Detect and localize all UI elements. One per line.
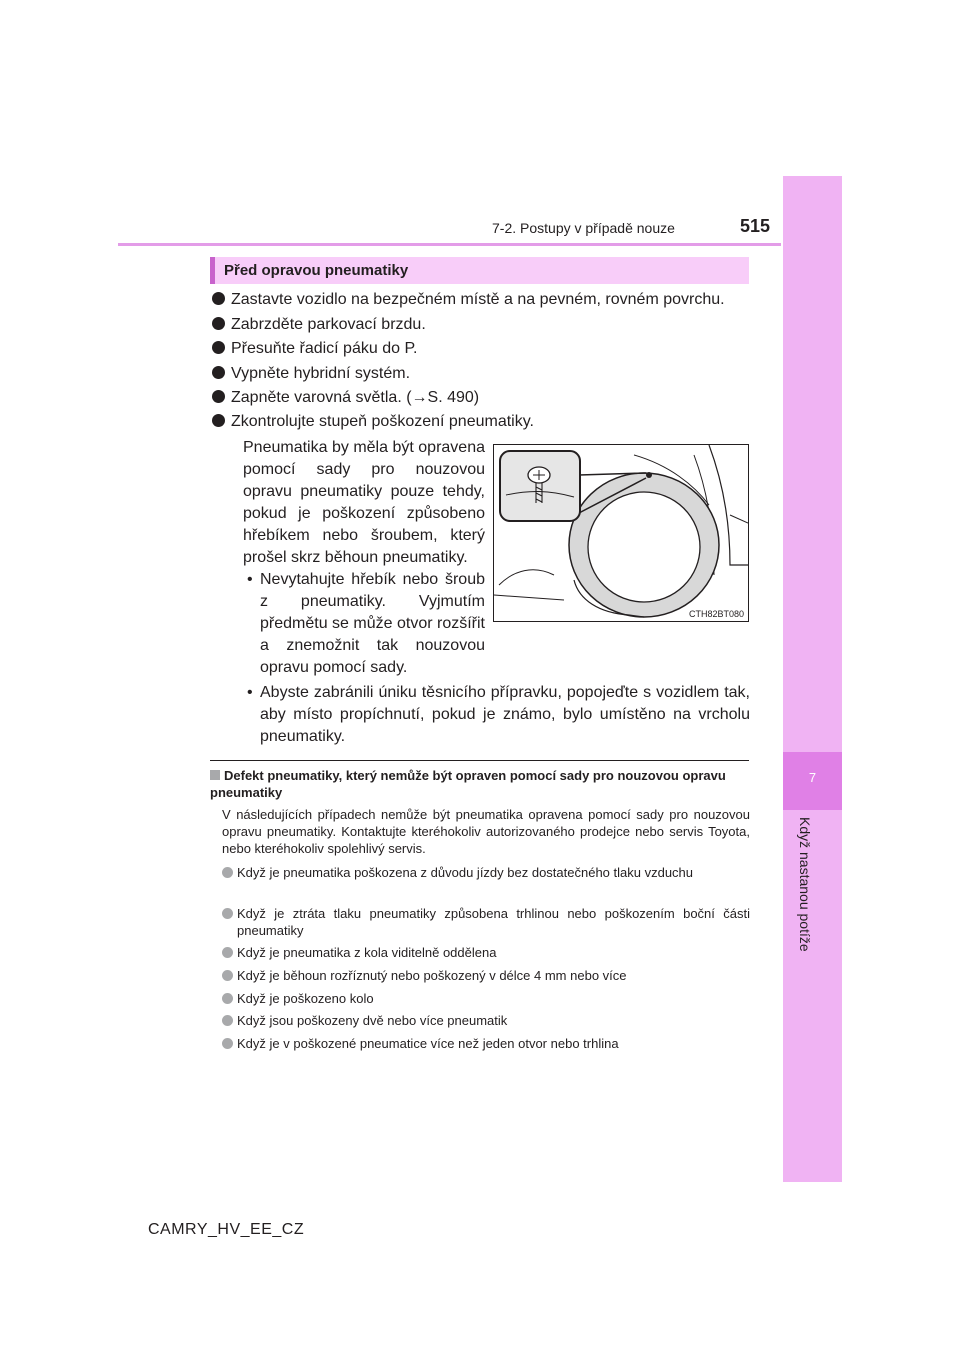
page-number: 515: [740, 216, 771, 236]
bullet-icon: [212, 317, 225, 330]
note-list-item: Když je ztráta tlaku pneumatiky způsobena trhlinou nebo poškozením boční části pneumatiky: [222, 905, 750, 939]
note-list-item: Když je v poškozené pneumatice více než jeden otvor nebo trhlina: [222, 1035, 750, 1052]
list-item: Zastavte vozidlo na bezpečném místě a na pevném, rovném povrchu.: [212, 290, 725, 310]
note-list-item: Když jsou poškozeny dvě nebo více pneumatik: [222, 1012, 750, 1029]
bullet-icon: [212, 366, 225, 379]
paragraph-text: Pneumatika by měla být opravena pomocí sady pro nouzovou opravu pneumatiky pouze tehdy, pokud je poškození způsobeno hřebíkem nebo šroubem, který prošel skrz běhoun pneumatiky.: [243, 439, 485, 566]
bullet-icon: [222, 993, 233, 1004]
list-item: Zapněte varovná světla. (→S. 490): [212, 388, 479, 408]
sub-list-item-wide: • Abyste zabránili úniku těsnicího přípravku, popojeďte s vozidlem tak, aby místo propíchnutí, pokud je známo, bylo umístěno na vrcholu pneumatiky.: [247, 684, 750, 745]
chapter-number: 7: [808, 770, 817, 785]
list-item: Vypněte hybridní systém.: [212, 364, 410, 384]
list-item: Přesuňte řadicí páku do P.: [212, 339, 418, 359]
bullet-icon: [222, 908, 233, 919]
list-item: Zabrzděte parkovací brzdu.: [212, 315, 426, 335]
sub-bullet-marker: •: [247, 684, 253, 701]
bullet-icon: [212, 414, 225, 427]
bullet-icon: [222, 1038, 233, 1049]
note-heading: Defekt pneumatiky, který nemůže být opraven pomocí sady pro nouzovou opravu pneumatiky: [210, 768, 726, 800]
bullet-icon: [212, 292, 225, 305]
tire-nail-drawing: [494, 445, 748, 621]
tire-puncture-illustration: [493, 444, 749, 622]
bullet-icon: [222, 970, 233, 981]
list-item: Zkontrolujte stupeň poškození pneumatiky.: [212, 412, 534, 432]
square-bullet-icon: [210, 770, 220, 780]
chapter-side-tab: [783, 176, 842, 1182]
sub-bullet-marker: •: [247, 571, 253, 588]
running-header-title: 7-2. Postupy v případě nouze: [492, 220, 675, 236]
bullet-icon: [222, 1015, 233, 1026]
note-list-item: Když je pneumatika z kola viditelně oddělena: [222, 944, 750, 961]
section-heading-box: [210, 257, 749, 284]
figure-code: CTH82BT080: [688, 609, 744, 619]
note-list-item: Když je poškozeno kolo: [222, 990, 750, 1007]
note-list-item: Když je běhoun rozříznutý nebo poškozený v délce 4 mm nebo více: [222, 967, 750, 984]
bullet-icon: [222, 867, 233, 878]
body-paragraph: [243, 437, 485, 679]
section-heading-bar: [210, 257, 215, 284]
note-paragraph: V následujících případech nemůže být pneumatika opravena pomocí sady pro nouzovou opravu pneumatiky. Kontaktujte kteréhokoliv autorizovaného prodejce nebo servis Toyota, nebo kteréhokoliv spolehlivý servis.: [222, 807, 750, 856]
bullet-icon: [222, 947, 233, 958]
section-divider: [210, 760, 749, 761]
bullet-icon: [212, 341, 225, 354]
document-code: CAMRY_HV_EE_CZ: [148, 1221, 305, 1238]
bullet-icon: [212, 390, 225, 403]
section-heading: Před opravou pneumatiky: [224, 262, 409, 279]
sub-list-item: • Nevytahujte hřebík nebo šroub z pneumatiky. Vyjmutím předmětu se může otvor rozšířit a znemožnit tak nouzovou opravu pomocí sady.: [247, 571, 485, 676]
header-rule: [118, 243, 781, 246]
chapter-label: Když nastanou potíže: [797, 817, 813, 952]
note-list-item: Když je pneumatika poškozena z důvodu jízdy bez dostatečného tlaku vzduchu: [222, 864, 750, 881]
